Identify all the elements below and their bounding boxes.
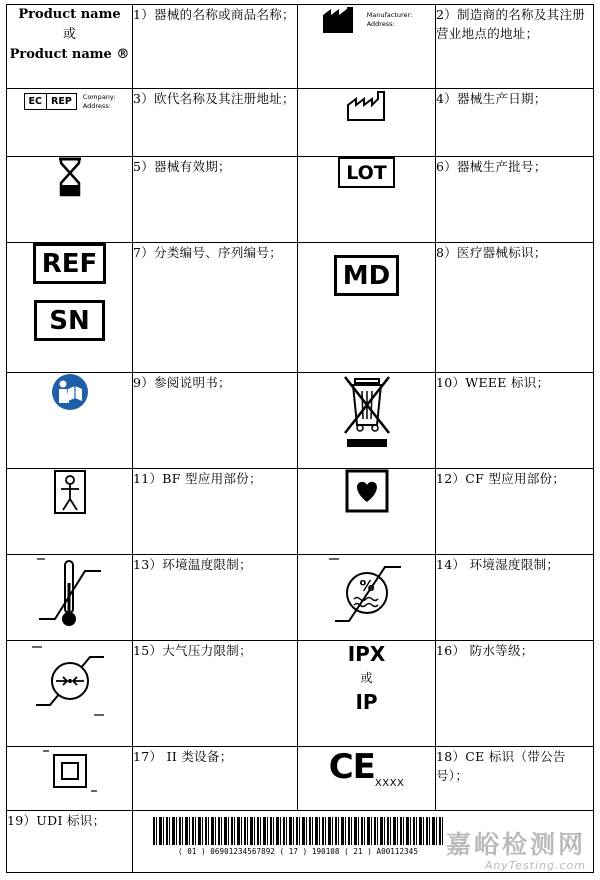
product-name-or: 或 <box>62 27 76 42</box>
bf-symbol-cell <box>7 469 133 555</box>
pressure-symbol-cell <box>7 641 133 747</box>
desc-1: 1）器械的名称或商品名称； <box>133 5 298 89</box>
desc-19: 19）UDI 标识； <box>7 811 133 873</box>
atmospheric-pressure-limit-icon <box>30 641 110 721</box>
sn-icon: SN <box>34 300 105 341</box>
ref-sn-symbol-cell <box>7 243 133 373</box>
instructions-manual-icon <box>51 373 89 411</box>
desc-4: 4）器械生产日期； <box>436 89 594 157</box>
ipx-icon: IPX <box>347 642 386 666</box>
ecrep-icon <box>24 93 77 110</box>
ce-text: CE <box>328 747 375 787</box>
ifu-symbol-cell <box>7 373 133 469</box>
watermark-cn: 嘉峪检测网 <box>445 830 586 859</box>
desc-9: 9）参阅说明书； <box>133 373 298 469</box>
desc-13: 13）环境温度限制； <box>133 555 298 641</box>
watermark-en: AnyTesting.com <box>484 859 586 872</box>
manufacturer-icon <box>321 5 361 35</box>
weee-bin-icon <box>341 373 393 449</box>
product-name-line1: Product name <box>18 7 121 22</box>
ecrep-address-label: Address: <box>82 101 111 110</box>
manufacturer-label: Manufacturer: <box>366 11 413 19</box>
ce-notified-body-number: XXXX <box>374 777 405 789</box>
bf-applied-part-icon <box>53 469 87 515</box>
expiry-symbol-cell <box>7 157 133 243</box>
desc-15: 15）大气压力限制； <box>133 641 298 747</box>
class-ii-double-square-icon <box>41 747 99 795</box>
rep-text: REP <box>46 94 76 109</box>
cf-symbol-cell <box>298 469 436 555</box>
desc-3: 3）欧代名称及其注册地址； <box>133 89 298 157</box>
manufacturer-symbol-cell <box>298 5 436 89</box>
lot-icon: LOT <box>338 157 395 188</box>
ip-or-text: 或 <box>360 671 373 685</box>
ec-text: EC <box>28 96 43 107</box>
ip-symbol-cell <box>298 641 436 747</box>
desc-6: 6）器械生产批号； <box>436 157 594 243</box>
desc-17: 17） II 类设备； <box>133 747 298 811</box>
udi-barcode-icon <box>153 817 443 845</box>
product-name-cell <box>7 5 133 89</box>
desc-10: 10）WEEE 标识； <box>436 373 594 469</box>
desc-7: 7）分类编号、序列编号； <box>133 243 298 373</box>
md-symbol-cell <box>298 243 436 373</box>
desc-16: 16） 防水等级； <box>436 641 594 747</box>
ecrep-symbol-cell <box>7 89 133 157</box>
weee-symbol-cell <box>298 373 436 469</box>
product-name-line2: Product name ® <box>9 47 130 62</box>
temperature-symbol-cell <box>7 555 133 641</box>
desc-5: 5）器械有效期； <box>133 157 298 243</box>
desc-2: 2）制造商的名称及其注册营业地点的地址； <box>436 5 594 89</box>
humidity-limit-icon <box>327 555 407 629</box>
symbol-table <box>6 4 594 873</box>
svg-text:%: % <box>358 577 375 595</box>
desc-11: 11）BF 型应用部份； <box>133 469 298 555</box>
hourglass-icon <box>57 157 83 197</box>
md-icon: MD <box>334 255 399 296</box>
manufacturer-address-label: Address: <box>366 20 395 28</box>
desc-14: 14） 环境湿度限制； <box>436 555 594 641</box>
manufacture-date-icon <box>345 89 389 123</box>
desc-18: 18）CE 标识（带公告号）； <box>436 747 594 811</box>
manufacture-date-symbol-cell <box>298 89 436 157</box>
ce-symbol-cell <box>298 747 436 811</box>
cf-applied-part-icon <box>345 469 389 513</box>
temperature-limit-icon <box>35 555 105 629</box>
humidity-symbol-cell <box>298 555 436 641</box>
ecrep-company-label: Company: <box>82 92 116 101</box>
ip-icon: IP <box>355 690 378 714</box>
watermark <box>446 831 586 872</box>
ce-mark-icon <box>329 747 405 787</box>
lot-symbol-cell <box>298 157 436 243</box>
ref-icon: REF <box>33 243 107 284</box>
class-ii-symbol-cell <box>7 747 133 811</box>
udi-barcode-text: ( 01 ) 06901234567892 ( 17 ) 190108 ( 21 ) A00112345 <box>178 847 418 856</box>
desc-8: 8）医疗器械标识； <box>436 243 594 373</box>
desc-12: 12）CF 型应用部份； <box>436 469 594 555</box>
